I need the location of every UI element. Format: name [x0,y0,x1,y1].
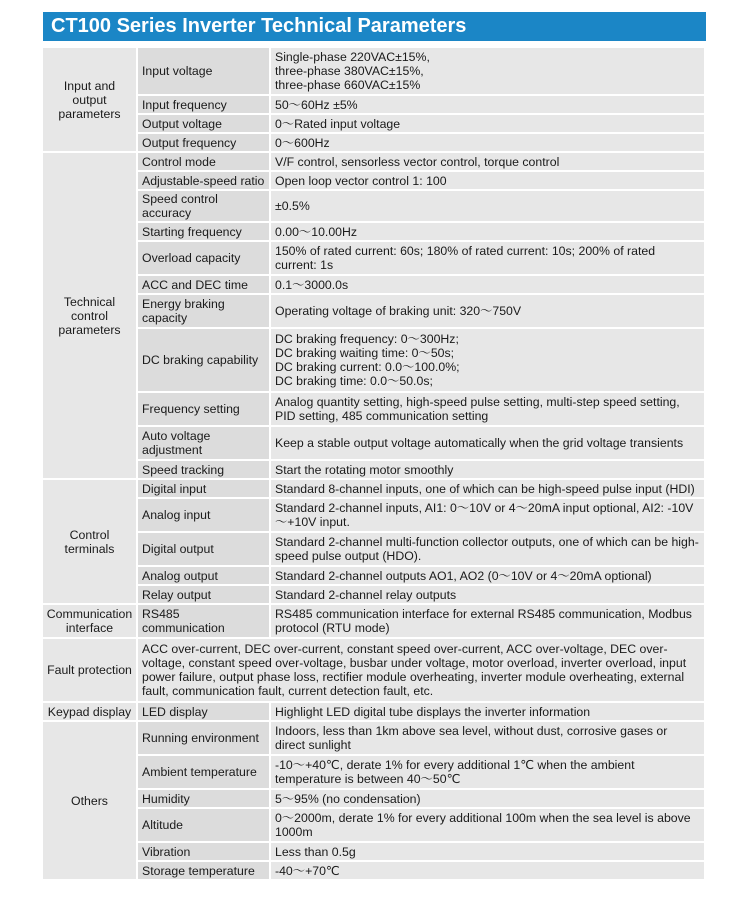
param-label: Input voltage [138,48,271,96]
param-label: Auto voltage adjustment [138,427,271,461]
param-value: 150% of rated current: 60s; 180% of rated current: 10s; 200% of rated current: 1s [271,242,706,276]
table-row [43,843,706,862]
table-row [43,295,706,329]
param-label: Relay output [138,586,271,605]
param-label: Output voltage [138,115,271,134]
param-value: 50～60Hz ±5% [271,96,706,115]
param-label: Energy braking capacity [138,295,271,329]
param-value: Standard 2-channel multi-function collector outputs, one of which can be high-speed pulse output (HDO). [271,533,706,567]
table-row [43,756,706,790]
param-label: Speed tracking [138,461,271,480]
param-label: Speed control accuracy [138,191,271,223]
param-value: Start the rotating motor smoothly [271,461,706,480]
param-label: DC braking capability [138,329,271,393]
table-row [43,96,706,115]
param-label: Storage temperature [138,862,271,881]
table-row [43,533,706,567]
value-text: Single-phase 220VAC±15%, three-phase 380VAC±15%, three-phase 660VAC±15% [275,50,430,92]
param-value: 0～600Hz [271,134,706,153]
param-value: Standard 2-channel inputs, AI1: 0～10V or 4～20mA input optional, AI2: -10V～+10V input. [271,499,706,533]
param-label: Altitude [138,809,271,843]
table-row [43,191,706,223]
param-label: Digital input [138,480,271,499]
param-label: Digital output [138,533,271,567]
table-row [43,639,706,703]
group-communication: Communication interface [43,605,138,639]
table-row [43,172,706,191]
page-title: CT100 Series Inverter Technical Parameters [43,12,706,41]
param-value: Indoors, less than 1km above sea level, without dust, corrosive gases or direct sunlight [271,722,706,756]
param-value: Keep a stable output voltage automatically when the grid voltage transients [271,427,706,461]
fault-list: ACC over-current, DEC over-current, constant speed over-current, ACC over-voltage, DEC over-voltage, constant speed over-voltage, busbar under voltage, motor overload, inverter overload, input power failure, output phase loss, rectifier module overheating, inverter module overheating, external fault, communication fault, current detection fault, etc. [138,639,706,703]
param-value: Highlight LED digital tube displays the inverter information [271,703,706,722]
group-keypad-display: Keypad display [43,703,138,722]
table-row [43,480,706,499]
table-row [43,276,706,295]
table-row [43,809,706,843]
table-row [43,722,706,756]
table-row [43,223,706,242]
param-label: ACC and DEC time [138,276,271,295]
param-value: V/F control, sensorless vector control, torque control [271,153,706,172]
group-control-terminals: Control terminals [43,480,138,605]
param-value: Standard 2-channel relay outputs [271,586,706,605]
group-technical-control: Technical control parameters [43,153,138,480]
param-label: Analog output [138,567,271,586]
param-value: 5～95% (no condensation) [271,790,706,809]
spec-table [43,48,706,881]
param-value: 0～Rated input voltage [271,115,706,134]
param-label: LED display [138,703,271,722]
table-row [43,153,706,172]
table-row [43,862,706,881]
param-label: Output frequency [138,134,271,153]
param-label: Control mode [138,153,271,172]
param-value: -10～+40℃, derate 1% for every additional 1℃ when the ambient temperature is between 40～50℃ [271,756,706,790]
param-value: Operating voltage of braking unit: 320～750V [271,295,706,329]
param-label: Starting frequency [138,223,271,242]
param-value: Standard 2-channel outputs AO1, AO2 (0～10V or 4～20mA optional) [271,567,706,586]
table-row [43,393,706,427]
param-label: Vibration [138,843,271,862]
param-value: Less than 0.5g [271,843,706,862]
param-label: Running environment [138,722,271,756]
group-fault-protection: Fault protection [43,639,138,703]
param-value: -40～+70℃ [271,862,706,881]
param-value: Analog quantity setting, high-speed pulse setting, multi-step speed setting, PID setting, 485 communication setting [271,393,706,427]
table-row [43,48,706,96]
param-label: Ambient temperature [138,756,271,790]
param-label: Frequency setting [138,393,271,427]
param-label: Analog input [138,499,271,533]
param-value: Standard 8-channel inputs, one of which can be high-speed pulse input (HDI) [271,480,706,499]
table-row [43,703,706,722]
group-others: Others [43,722,138,881]
param-value: RS485 communication interface for external RS485 communication, Modbus protocol (RTU mode) [271,605,706,639]
table-row [43,499,706,533]
group-input-output: Input and output parameters [43,48,138,153]
param-value: 0.00～10.00Hz [271,223,706,242]
table-row [43,242,706,276]
param-label: Adjustable-speed ratio [138,172,271,191]
param-label: Humidity [138,790,271,809]
param-value [271,329,706,393]
table-row [43,586,706,605]
param-label: RS485 communication [138,605,271,639]
param-value: ±0.5% [271,191,706,223]
param-value: 0.1～3000.0s [271,276,706,295]
table-row [43,134,706,153]
table-row [43,461,706,480]
param-label: Input frequency [138,96,271,115]
param-value [271,48,706,96]
table-row [43,115,706,134]
param-label: Overload capacity [138,242,271,276]
table-row [43,567,706,586]
table-row [43,427,706,461]
value-text: DC braking frequency: 0～300Hz; DC braking waiting time: 0～50s; DC braking current: 0.0～100.0%; DC braking time: 0.0～50.0s; [275,332,460,388]
table-row [43,329,706,393]
table-row [43,790,706,809]
param-value: Open loop vector control 1: 100 [271,172,706,191]
param-value: 0～2000m, derate 1% for every additional 100m when the sea level is above 1000m [271,809,706,843]
table-row [43,605,706,639]
